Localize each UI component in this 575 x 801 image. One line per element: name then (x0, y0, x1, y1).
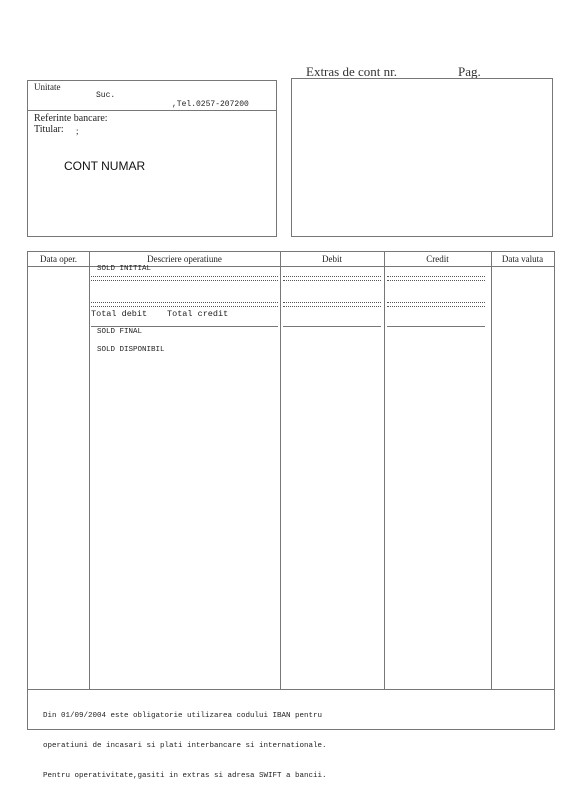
phone-number: ,Tel.0257-207200 (172, 100, 249, 109)
footer-line: operatiuni de incasari si plati interbancare si internationale. (43, 742, 327, 750)
col-header-debit: Debit (322, 254, 342, 264)
statement-title: Extras de cont nr. (306, 64, 397, 79)
transactions-table (27, 251, 555, 780)
separator-line (91, 302, 278, 307)
address-divider (27, 110, 277, 111)
col-separator (280, 252, 281, 689)
col-header-description: Descriere operatiune (147, 254, 222, 264)
bank-refs-label: Referinte bancare: (34, 113, 108, 124)
separator-line (283, 276, 381, 281)
totals-underline (91, 326, 278, 327)
totals-underline (283, 326, 381, 327)
final-balance-label: SOLD FINAL (97, 328, 143, 336)
separator-line (387, 302, 485, 307)
total-credit-label: Total credit (167, 309, 229, 319)
holder-separator: ; (76, 126, 79, 136)
separator-line (91, 276, 278, 281)
branch-label: Suc. (96, 91, 116, 100)
account-box (27, 80, 277, 237)
footer-note (43, 691, 327, 801)
footer-divider (28, 689, 554, 690)
page-label: Pag. (458, 64, 481, 79)
unit-label: Unitate (34, 82, 61, 92)
col-header-credit: Credit (426, 254, 449, 264)
available-balance-label: SOLD DISPONIBIL (97, 346, 165, 354)
col-separator (491, 252, 492, 689)
col-separator (89, 252, 90, 689)
footer-line: Din 01/09/2004 este obligatorie utilizarea codului IBAN pentru (43, 712, 323, 720)
total-debit-label: Total debit (91, 309, 148, 319)
col-separator (384, 252, 385, 689)
totals-underline (387, 326, 485, 327)
account-number-label: CONT NUMAR (64, 159, 146, 173)
opening-balance-label: SOLD INITIAL (97, 265, 152, 273)
bank-info-box (291, 78, 553, 237)
separator-line (387, 276, 485, 281)
col-header-date-op: Data oper. (40, 254, 77, 264)
col-header-value-date: Data valuta (501, 254, 544, 264)
footer-line: Pentru operativitate,gasiti in extras si adresa SWIFT a bancii. (43, 772, 327, 780)
holder-label: Titular: (34, 124, 64, 135)
separator-line (283, 302, 381, 307)
